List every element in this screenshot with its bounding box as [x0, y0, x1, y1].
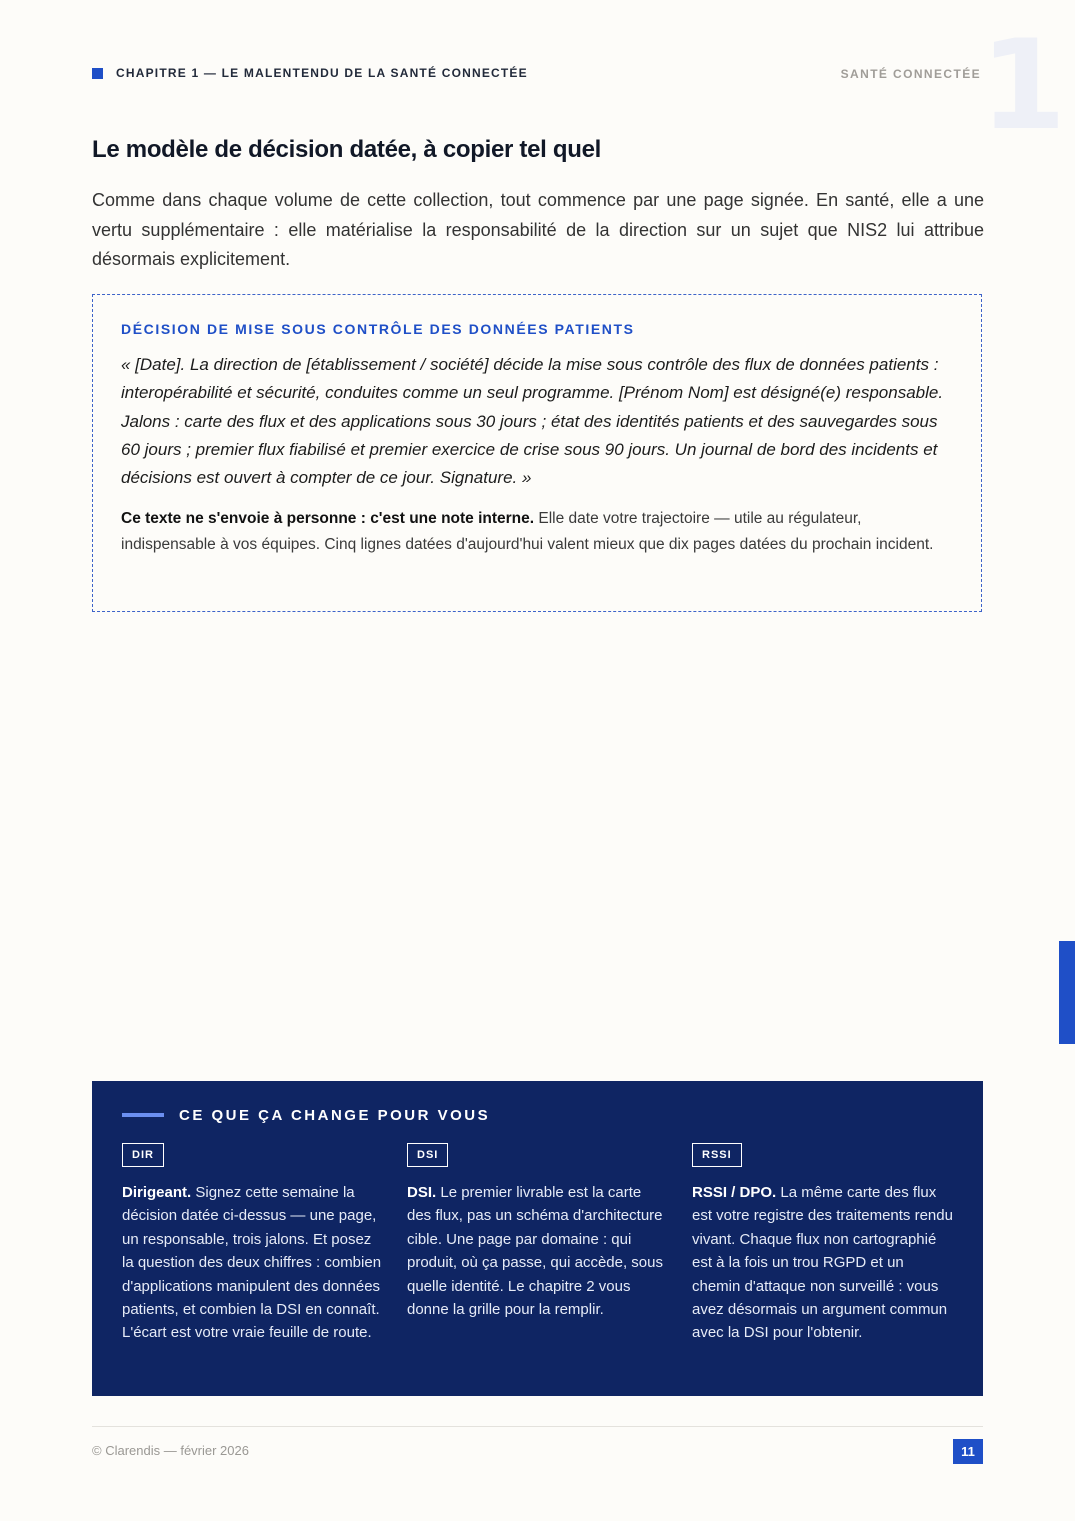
footer-copyright: © Clarendis — février 2026 — [92, 1443, 249, 1458]
decision-quote: « [Date]. La direction de [établissement / société] décide la mise sous contrôle des flux de données patients : interopérabilité et sécurité, conduites comme un seul programme. [Prénom Nom] est désigné(e) responsable. Jalons : carte des flux et des applications sous 30 jours ; état des identités patients et des sauvegardes sous 60 jours ; premier flux fiabilisé et premier exercice de crise sous 90 jours. Un journal de bord des incidents et décisions est ouvert à compter de ce jour. Signature. » — [121, 355, 944, 488]
chapter-side-tab — [1059, 941, 1075, 1044]
role-badge-dir: DIR — [122, 1143, 164, 1167]
chapter-marker-square — [92, 68, 103, 79]
decision-box-title: DÉCISION DE MISE SOUS CONTRÔLE DES DONNÉES PATIENTS — [121, 321, 635, 337]
role-lead-dsi: DSI. — [407, 1184, 437, 1201]
role-body-dsi: Le premier livrable est la carte des flux, pas un schéma d'architecture cible. Une page par domaine : qui produit, où ça passe, qui accède, sous quelle identité. Le chapitre 2 vous donne la grille pour la remplir. — [407, 1184, 663, 1319]
role-badge-rssi: RSSI — [692, 1143, 742, 1167]
role-lead-dir: Dirigeant. — [122, 1184, 192, 1201]
page-number-badge: 11 — [953, 1439, 983, 1464]
role-lead-rssi: RSSI / DPO. — [692, 1184, 777, 1201]
decision-note-lead: Ce texte ne s'envoie à personne : c'est une note interne. — [121, 510, 535, 528]
role-badge-dsi: DSI — [407, 1143, 448, 1167]
panel-accent-line — [122, 1113, 164, 1117]
role-column-rssi — [692, 1143, 954, 1345]
role-text-rssi — [692, 1181, 954, 1345]
role-text-dir — [122, 1181, 384, 1345]
decision-note-text: Elle date votre trajectoire — utile au régulateur, indispensable à vos équipes. Cinq lignes datées d'aujourd'hui valent mieux que dix pages datées du prochain incident. — [121, 510, 934, 554]
role-text-dsi — [407, 1181, 669, 1321]
change-panel — [92, 1081, 983, 1396]
chapter-number-watermark: 1 — [980, 14, 1067, 158]
role-body-rssi: La même carte des flux est votre registre des traitements rendu vivant. Chaque flux non cartographié est à la fois un trou RGPD et un chemin d'attaque non surveillé : vous avez désormais un argument commun avec la DSI pour l'obtenir. — [692, 1184, 953, 1342]
role-body-dir: Signez cette semaine la décision datée ci-dessus — une page, un responsable, trois jalons. Et posez la question des deux chiffres : combien d'applications manipulent des données patients, et combien la DSI en connaît. L'écart est votre vraie feuille de route. — [122, 1184, 382, 1342]
decision-note — [121, 506, 953, 558]
change-panel-title: CE QUE ÇA CHANGE POUR VOUS — [179, 1107, 491, 1124]
section-label: SANTÉ CONNECTÉE — [840, 67, 981, 81]
intro-paragraph: Comme dans chaque volume de cette collection, tout commence par une page signée. En santé, elle a une vertu supplémentaire : elle matérialise la responsabilité de la direction sur un sujet que NIS2 lui attribue désormais explicitement. — [92, 190, 984, 269]
role-column-dsi — [407, 1143, 669, 1321]
chapter-label: CHAPITRE 1 — LE MALENTENDU DE LA SANTÉ CONNECTÉE — [116, 66, 528, 80]
decision-template-box — [92, 294, 982, 612]
page-title: Le modèle de décision datée, à copier tel quel — [92, 136, 602, 163]
role-column-dir — [122, 1143, 384, 1345]
footer-divider — [92, 1426, 983, 1427]
